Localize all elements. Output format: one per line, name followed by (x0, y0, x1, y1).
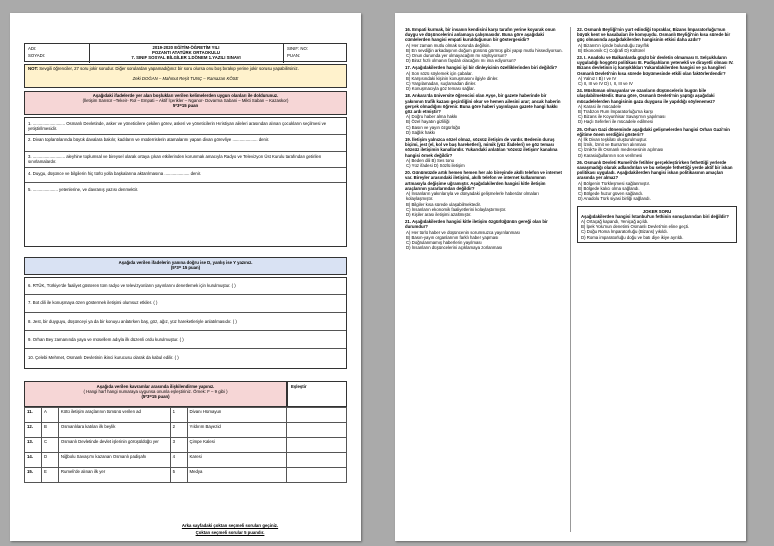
row-option: Yıldırım Bayezid (187, 423, 287, 438)
true-false-q10: 10. Çelebi Mehmet, Osmanlı Devletinin ikinci kurucusu olarak da kabul edilir. ( ) (28, 355, 179, 360)
question-stem: 21. Aşağıdakilerden hangisi kitle iletişim özgürlüğünün gereği olan bir durumdur? (405, 219, 548, 230)
row-answer-cell[interactable] (287, 423, 347, 438)
option-c-d[interactable]: C) II, III ve IV D) I, II, III ve IV (578, 81, 633, 87)
row-option: Divanı Hümayun (187, 408, 287, 423)
fill-blank-questions (24, 117, 347, 247)
option-a[interactable]: A) Karasi ile mücadele (578, 103, 621, 109)
row-number: 14. (25, 453, 42, 468)
note-authors: Zeki DOĞAN – Mahmut Reşit TUNÇ – Ramazan KÖSE (132, 76, 239, 82)
fill-blank-points: 5*3=15 puan (172, 103, 199, 109)
row-answer-cell[interactable] (287, 453, 347, 468)
row-answer-cell[interactable] (287, 408, 347, 423)
right-question-column (577, 27, 737, 243)
fill-blank-q1: 1. ........................... Osmanlı Devletinde, asker ve yöneticilere çekilen görev, askeri ve yöneticilerin Hıristiyan aileleri arasından alınan çocukların seçilmesi ve yetiştirilmesidir. (28, 121, 327, 132)
option-c[interactable]: C) Bölgede huzur güven sağlandı. (578, 191, 643, 197)
option-c[interactable]: C) Onun durumda yer olmayacağım mı söylüyorsun? (406, 53, 507, 59)
matching-row (25, 423, 347, 438)
option-c[interactable]: C) İnsanların ekonomik faaliyetlerini kolaylaştırmıştır. (406, 206, 507, 212)
option-d[interactable]: D) Karasioğullarının son verilmesi (578, 152, 643, 158)
true-false-questions (24, 277, 347, 369)
row-option: Çimpe Kalesi (187, 438, 287, 453)
option-a[interactable]: A) Son sözü söylemek için çabalar. (406, 70, 473, 76)
question-16 (405, 27, 565, 63)
row-letter: D (41, 453, 58, 468)
question-23 (577, 55, 737, 86)
matching-answer-header (287, 381, 347, 407)
option-a-b[interactable]: A) Beden dili B) Ses tonu (406, 157, 455, 163)
matching-answer-title: Eşleştir (291, 384, 307, 389)
row-concept: Osmanlılara katılan ilk beylik (58, 423, 170, 438)
exam-page-1 (10, 13, 361, 541)
true-false-q8: 8. Jest, bir duyguyu, düşünceyi ya da bir konuyu anlatırken baş, göz, ağız, yüz hareketleriyle anlatılmasıdır. ( ) (28, 319, 237, 324)
row-concept: Rumeli'de alınan ilk yer (58, 468, 170, 483)
question-stem: 22. Osmanlı Beyliği'nin yurt edindiği topraklar, Bizans İmparatorluğu'nun büyük kent ve kasabaları ile komşuydu. Osmanlı Beyliği'nin kısa sürede bir güç olmasında aşağıdakilerden hangisinin etkisi daha azdır? (577, 27, 731, 43)
row-option-number: 3 (170, 438, 187, 453)
option-b[interactable]: B) Bölgede kalıcı olma sağlandı. (578, 185, 640, 191)
class-no-label: SINIF: NO: (287, 46, 309, 51)
row-letter: B (41, 423, 58, 438)
row-concept: Osmanlı Devletinde devlet işlerinin görüşüldüğü yer (58, 438, 170, 453)
exam-page-2 (395, 13, 746, 541)
option-c[interactable]: C) Basın ve yayın özgürlüğü (406, 124, 460, 130)
option-c[interactable]: C) İznik'te ilk Osmanlı medresesinin açılması (578, 147, 664, 153)
fill-blank-q3: 3. ........................... aleyhine toplumsal ve bireysel olarak ortaya çıkan etkilerinden korunmak amacıyla Radyo ve Televizyon Üst Kurulu tarafından getirilen sınırlamalardır. (28, 154, 322, 165)
question-19 (405, 137, 565, 168)
option-a[interactable]: A) Doğru haber alma hakkı (406, 114, 458, 120)
matching-subtitle: ( Hangi harf hangi numaraya uygunsa onunla eşleştiriniz. Örnek: F – 9 gibi ) (83, 389, 228, 395)
exam-title-2: POZANTI ATATÜRK ORTAOKULU (151, 50, 221, 55)
fill-blank-q4: 4. Duygu, düşünce ve bilgilerin hiç türlü yolla başkalarına aktarılmasına ..................... denir. (28, 171, 202, 176)
option-b[interactable]: B) Özel hayatın gizliliği (406, 119, 450, 125)
row-number: 15. (25, 468, 42, 483)
option-a[interactable]: A) Her zaman mutlu olmak sorunda değilsin. (406, 42, 491, 48)
matching-row (25, 408, 347, 423)
question-24 (577, 88, 737, 124)
question-stem: 17. Aşağıdakilerden hangisi iyi bir dinleyicinin özelliklerinden biri değildir? (405, 65, 558, 71)
fill-blank-words: (İletişim Sansür –Tekeir- Rol – Empati – Aktif İçerikler – Nganor- Dovarma Sabani – Mikti Saban – Kazaskor) (82, 98, 289, 104)
option-a[interactable]: A) İnsanların yakınlarıyla ve dünyadaki gelişmelerle haberdar olmaları kolaylaşmıştır. (406, 191, 539, 202)
true-false-q7: 7. Bot dili ile konuşmaya özen göstermek iletişimi olumsuz etkiler. ( ) (28, 300, 158, 305)
matching-row (25, 453, 347, 468)
footer-instruction: Arka sayfadaki çoktan seçmeli soruları geçiniz. (181, 523, 279, 528)
true-false-q9: 9. Orhan Bey zamanında yaya ve müsellem adıyla ilk düzenli ordu kurulmuştur. ( ) (28, 337, 184, 342)
option-b[interactable]: B) Trabzon Rum İmparatorluğu'na karşı (578, 109, 654, 115)
question-18 (405, 93, 565, 135)
question-stem: 26. Osmanlı Devleti Rumeli'de fetihler gerçekleştirirken fethettiği yerlerde savaşmadığı olarak adlandırılan ve bu sebeple fethettiği yerde aktif bir iskan politikası uyguladı. Aşağıdakilerden hangisi iskan politikasının amaçları arasında yer almaz? (577, 159, 733, 181)
exam-header (24, 43, 347, 62)
left-question-column (405, 27, 565, 252)
score-label: PUAN: (287, 53, 301, 58)
option-a-b[interactable]: A) Yalnız I B) I ve IV (578, 75, 617, 81)
matching-points: (5*3=15 puan) (141, 394, 170, 400)
column-divider (570, 27, 571, 532)
question-stem: 24. Müslüman olmayanlar ve ozanların düşüncelerin bugün bile ulaşılabilmektedir. Buna göre, Osmanlı Devleti'nin yaptığı aşağıdaki mücadelelerden hangisinin gaza duygusu ile yapıldığı söylenemez? (577, 88, 716, 104)
fill-blank-instructions (24, 91, 347, 115)
option-c-d[interactable]: C) Yüz ifadesi D) Sözlü iletişim (406, 163, 465, 169)
question-stem: 20. Günümüzde artık hemen hemen her alo bireyinde akıllı telefon ve internet var. Bireyler arasındaki iletişimi, akıllı telefon ve internet kullanımının artmasıyla değişime uğramıştır. Aşağıdakilerden hangisi kitle iletişim araçlarının yararlarından değildir? (405, 170, 562, 191)
option-c[interactable]: C) Yargılamadan, suçlamadan dinler. (406, 81, 477, 87)
option-d[interactable]: D) Biraz hızlı olmanın faydalı olacağını mı ima ediyorsun? (406, 58, 516, 64)
question-25 (577, 127, 737, 158)
fill-blank-title: Aşağıdaki ifadelerde yer alan boşlukları verilen kelimelerden uygun olanları ile doldurunuz. (92, 93, 279, 98)
option-d[interactable]: D) Haçlı Seferleri ile mücadele edilmesi (578, 119, 653, 125)
question-21 (405, 219, 565, 250)
row-option-number: 1 (170, 408, 187, 423)
row-concept: Niğbolu Savaşı'nı kazanan Osmanlı padişahı (58, 453, 170, 468)
row-answer-cell[interactable] (287, 468, 347, 483)
option-d[interactable]: D) Konuşmacıyla göz teması sağlar. (406, 86, 475, 92)
option-c[interactable]: C) Doğu Roma İmparatorluğu (Bizans) yıkıldı. (581, 229, 668, 235)
question-26 (577, 160, 737, 202)
fill-blank-q2: 2. Divan toplantılarında büyük davalara bakılır, kadıların ve müderrislerin atamalarını yapan divan görevliye ..................... denir. (28, 137, 270, 142)
true-false-title: Aşağıda verilen ifadelerin yanına doğru ise D, yanlış ise Y yazınız. (118, 260, 253, 265)
joker-title: JOKER SORU (642, 208, 672, 214)
question-stem: 19. İletişim yalnızca sözel olmaz, sözsüz iletişim de vardır. Bedenin duruş biçimi, jest (el, kol ve baş hareketleri), mimik (yüz ifadeleri) ve göz teması sözsüz iletişimin kanallarıdır. Yukarıdaki anlatılan 'sözsüz iletişim' kanalına hangisi örnek değildir? (405, 137, 558, 158)
option-a[interactable]: A) Her türlü haber ve düşüncenin sorumsuzca yayınlanması (406, 229, 520, 235)
exam-title-3: 7. SINIF SOSYAL BİLGİLER 1.DÖNEM 1.YAZILI SINAVI (131, 55, 241, 60)
option-b[interactable]: B) İpek Yolu'nun denetimi Osmanlı Devleti'nin eline geçti. (581, 224, 690, 230)
option-a[interactable]: A) Ortaçağ kapandı, Yeniçağ açıldı. (581, 218, 649, 224)
row-option: Medya (187, 468, 287, 483)
option-a[interactable]: A) Bizans'ın içinde bulunduğu zayıflık (578, 42, 650, 48)
question-stem: 16. Empati kurmak, bir insanın kendisini karşı tarafın yerine koyarak onun duygu ve düşüncelerini anlamaya çalışmasıdır. Buna göre aşağıdaki cümlelerden hangisi empati kurulduğunun bir göstergesidir? (405, 27, 556, 43)
option-b[interactable]: B) İznik, İzmit ve Bursa'nın alınması (578, 142, 647, 148)
joker-question-box (577, 206, 737, 243)
option-d[interactable]: D) Anadolu Türk siyasi birliği sağlandı. (578, 196, 651, 202)
true-false-instructions (24, 257, 347, 275)
option-d[interactable]: D) Sağlık hakkı (406, 129, 436, 135)
row-letter: A (41, 408, 58, 423)
exam-title-1: 2019-2020 EĞİTİM-ÖĞRETİM YILI (152, 45, 220, 50)
option-b-c-d[interactable]: B) Ekonomik C) Coğrafi D) Kültürel (578, 47, 645, 53)
row-option-number: 4 (170, 453, 187, 468)
question-stem: 23. I. Anadolu ve Balkanlarda güçlü bir devletin olmaması II. Selçukluların uyguladığı hoşgörü politikası III. Padişahların yetenekli ve dirayetli olması IV. Bizans devletinin iç karışıklıkları Yukarıdakilerden hangisi ve ya hangileri Osmanlı Devleti'nin kısa sürede büyümesinde etkili olan faktörlerdendir? (577, 55, 734, 76)
exam-note (24, 64, 347, 88)
matching-row (25, 468, 347, 483)
option-c[interactable]: C) Doğrulanmamış haberlerin yayılması (406, 239, 482, 245)
row-option-number: 2 (170, 423, 187, 438)
row-number: 13. (25, 438, 42, 453)
matching-table (24, 407, 347, 483)
row-letter: C (41, 438, 58, 453)
row-option: Karesi (187, 453, 287, 468)
row-concept: Kötü iletişim araçlarının tümünü verilen ad (58, 408, 170, 423)
true-false-points: (5*3= 15 puan) (170, 265, 201, 271)
option-d[interactable]: D) Roma imparatorluğu doğu ve batı diye ikiye ayrıldı. (581, 234, 684, 240)
option-a[interactable]: A) İlk Divan teşkilatı oluşturulmuştur. (578, 137, 648, 143)
true-false-q6: 6. RTÜK, Türkiye'de faaliyet gösteren tüm radyo ve televizyonların yayınlarını denetlemek için kurulmuştur. ( ) (28, 283, 236, 288)
question-17 (405, 65, 565, 91)
row-answer-cell[interactable] (287, 438, 347, 453)
option-b[interactable]: B) Bilgiler kısa sürede ulaşabilmektedir. (406, 201, 481, 207)
row-option-number: 5 (170, 468, 187, 483)
fill-blank-q5: 5. ..................... yetenlerine, ve davranış yazısı denmektir. (28, 187, 139, 192)
question-20 (405, 170, 565, 217)
row-number: 11. (25, 408, 42, 423)
question-22 (577, 27, 737, 53)
option-c[interactable]: C) Bizans ile Koyunhisar Savaşı'nın yapılması (578, 114, 666, 120)
option-a[interactable]: A) Bölgenin Türkleşmesi sağlanmıştır. (578, 180, 651, 186)
question-stem: 25. Orhan Gazi döneminde aşağıdaki gelişmelerden hangisi Orhan Gazi'nin eğitime önem verdiğini gösterir? (577, 126, 730, 137)
option-d[interactable]: D) Kişiler arası iletişimi azaltmıştır. (406, 211, 472, 217)
row-letter: E (41, 468, 58, 483)
row-number: 12. (25, 423, 42, 438)
note-label: NOT: (28, 66, 39, 71)
option-b[interactable]: B) En sevdiğin arkadaşının doğum gününü görmüş gibi yapıp mutlu hissediyorsun. (406, 47, 563, 53)
footer-points: Çoktan seçmeli sorular 5 puandır. (195, 530, 265, 535)
joker-stem: Aşağıdakilerden hangisi İstanbul'un fethinin sonuçlarından biri değildir? (581, 213, 729, 219)
option-d[interactable]: D) İnsanların düşüncelerini açıklamaya zorlanması (406, 245, 503, 251)
question-stem: 18. Ankara'da üniversite öğrencisi olan Ayşe, bir gazete haberinde bir yakınının trafik kazası geçirdiğini okur ve hemen ailesini arar; ancak haberin gerçek olmadığını öğrenir. Buna göre haberi yayınlayan gazete hangi hakkı göz ardı etmiştir? (405, 93, 561, 115)
matching-row (25, 438, 347, 453)
surname-label: SOYADI: (28, 53, 46, 58)
matching-instructions (24, 381, 287, 407)
option-b[interactable]: B) Basın-yayın organlarının farklı haber yapması (406, 234, 499, 240)
option-b[interactable]: B) Karşısındaki kişinin konuşmasını ilgiyle dinler. (406, 75, 499, 81)
note-text: Sevgili öğrenciler, 27 soru jokir sorudur. Diğer sorulardan yapamadığınız bir soru olursa onu boş bırakıp yerine jokir sorusu yapabilirsiniz. (39, 66, 299, 71)
matching-title: Aşağıda verilen kavramlar arasında ilişkilendirme yapınız. (96, 384, 215, 389)
name-label: ADI: (28, 46, 37, 51)
